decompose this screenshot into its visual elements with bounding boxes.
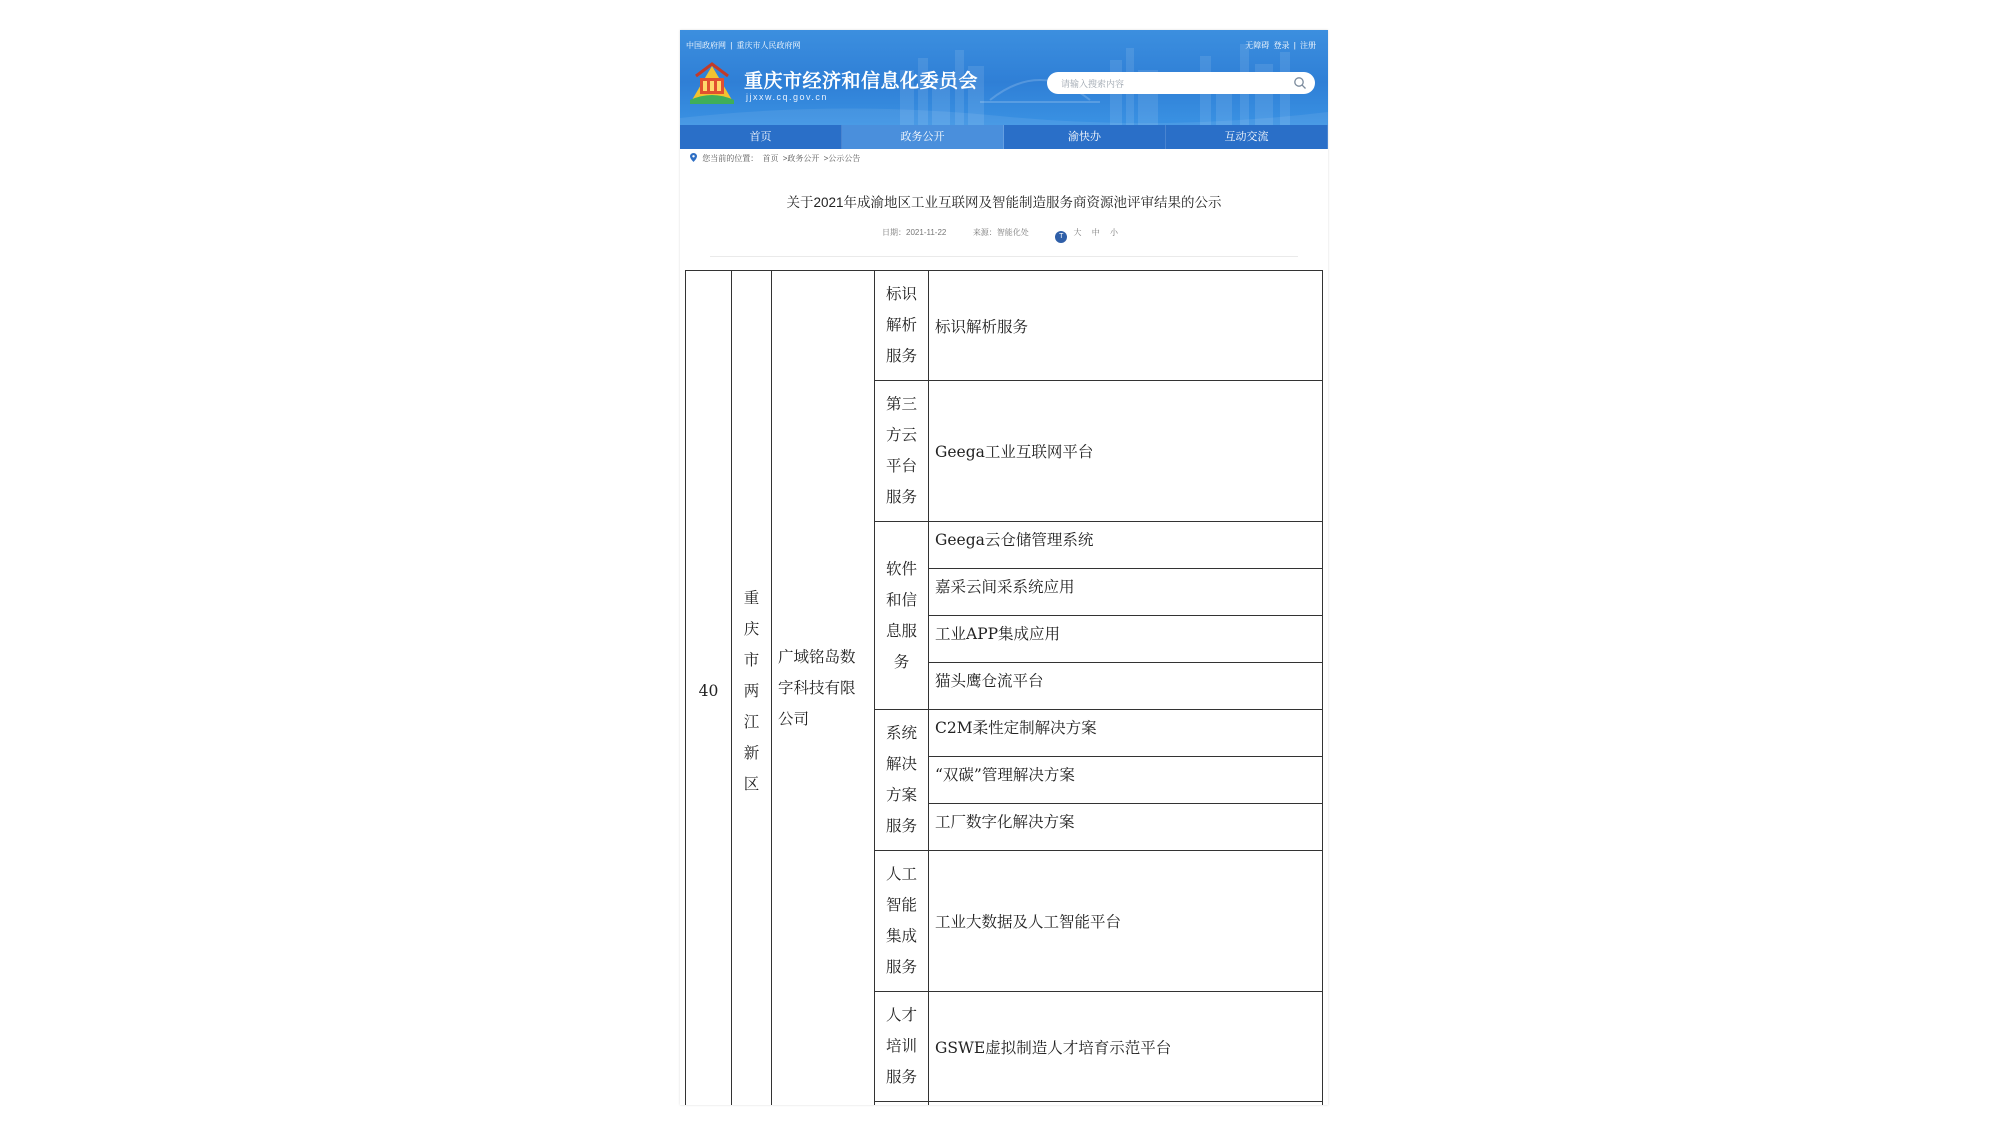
result-table bbox=[685, 270, 1323, 1105]
product-cell: 标识解析服务 bbox=[929, 271, 1323, 381]
nav-home[interactable]: 首页 bbox=[680, 125, 842, 149]
search-box bbox=[1047, 72, 1315, 94]
product-cell: C2M柔性定制解决方案 bbox=[929, 710, 1323, 757]
category-cell: 人才 培训 服务 bbox=[875, 992, 929, 1102]
category-cell: 软件 和信 息服 务 bbox=[875, 522, 929, 710]
font-large-button[interactable]: 大 bbox=[1073, 228, 1082, 237]
search-icon[interactable] bbox=[1293, 76, 1307, 90]
login-link[interactable]: 登录 bbox=[1273, 41, 1290, 50]
divider bbox=[710, 256, 1298, 257]
top-links-left bbox=[686, 40, 803, 51]
table-row bbox=[686, 271, 1323, 381]
site-url: jjxxw.cq.gov.cn bbox=[746, 92, 828, 102]
nav-interaction[interactable]: 互动交流 bbox=[1166, 125, 1328, 149]
top-links-right bbox=[1243, 40, 1316, 51]
product-cell: 工业大数据及人工智能平台 bbox=[929, 851, 1323, 992]
font-medium-button[interactable]: 中 bbox=[1091, 228, 1100, 237]
article-source: 智能化处 bbox=[996, 228, 1029, 237]
category-cell: 系统 解决 方案 服务 bbox=[875, 710, 929, 851]
breadcrumb-gov-affairs[interactable]: >政务公开 bbox=[782, 154, 820, 163]
category-cell: 人工 智能 集成 服务 bbox=[875, 851, 929, 992]
product-cell: 工业APP集成应用 bbox=[929, 616, 1323, 663]
article-title: 关于2021年成渝地区工业互联网及智能制造服务商资源池评审结果的公示 bbox=[786, 195, 1222, 210]
article-body bbox=[685, 270, 1323, 1105]
product-cell: 嘉采云间采系统应用 bbox=[929, 569, 1323, 616]
main-nav bbox=[680, 125, 1328, 149]
breadcrumb-prefix: 您当前的位置： bbox=[702, 154, 759, 163]
font-small-button[interactable]: 小 bbox=[1109, 228, 1118, 237]
breadcrumb bbox=[680, 149, 1328, 169]
company-cell: 广域铭岛数 字科技有限 公司 bbox=[772, 271, 875, 1106]
accessibility-link[interactable]: 无障碍 bbox=[1245, 41, 1270, 50]
breadcrumb-notices[interactable]: >公示公告 bbox=[823, 154, 861, 163]
register-link[interactable]: 注册 bbox=[1300, 41, 1316, 50]
product-cell: 猫头鹰仓流平台 bbox=[929, 663, 1323, 710]
product-cell: 工厂数字化解决方案 bbox=[929, 804, 1323, 851]
separator: | bbox=[1293, 41, 1296, 50]
search-input[interactable] bbox=[1059, 76, 1283, 92]
cq-gov-link[interactable]: 重庆市人民政府网 bbox=[736, 41, 801, 50]
breadcrumb-home[interactable]: 首页 bbox=[762, 154, 779, 163]
category-cell: 标识 解析 服务 bbox=[875, 271, 929, 381]
article-meta bbox=[680, 227, 1328, 243]
article-date: 2021-11-22 bbox=[906, 228, 947, 237]
site-title[interactable]: 重庆市经济和信息化委员会 bbox=[744, 71, 979, 92]
product-cell: “双碳”管理解决方案 bbox=[929, 757, 1323, 804]
webpage bbox=[680, 30, 1328, 1105]
region-cell: 重庆市两江新区 bbox=[732, 271, 772, 1106]
product-cell: Geega云仓储管理系统 bbox=[929, 522, 1323, 569]
nav-gov-affairs[interactable]: 政务公开 bbox=[842, 125, 1004, 149]
nav-yukuaiban[interactable]: 渝快办 bbox=[1004, 125, 1166, 149]
location-pin-icon bbox=[690, 153, 697, 162]
gov-link[interactable]: 中国政府网 bbox=[686, 41, 726, 50]
product-cell: GSWE虚拟制造人才培育示范平台 bbox=[929, 992, 1323, 1102]
separator: | bbox=[730, 41, 733, 50]
source-label: 来源： bbox=[972, 228, 997, 237]
product-cell: Geega工业互联网平台 bbox=[929, 381, 1323, 522]
site-logo-icon[interactable] bbox=[688, 60, 736, 104]
date-label: 日期： bbox=[882, 228, 907, 237]
site-header bbox=[680, 30, 1328, 125]
font-size-icon: T bbox=[1055, 231, 1067, 243]
row-number: 40 bbox=[686, 271, 732, 1106]
category-cell: 第三 方云 平台 服务 bbox=[875, 381, 929, 522]
